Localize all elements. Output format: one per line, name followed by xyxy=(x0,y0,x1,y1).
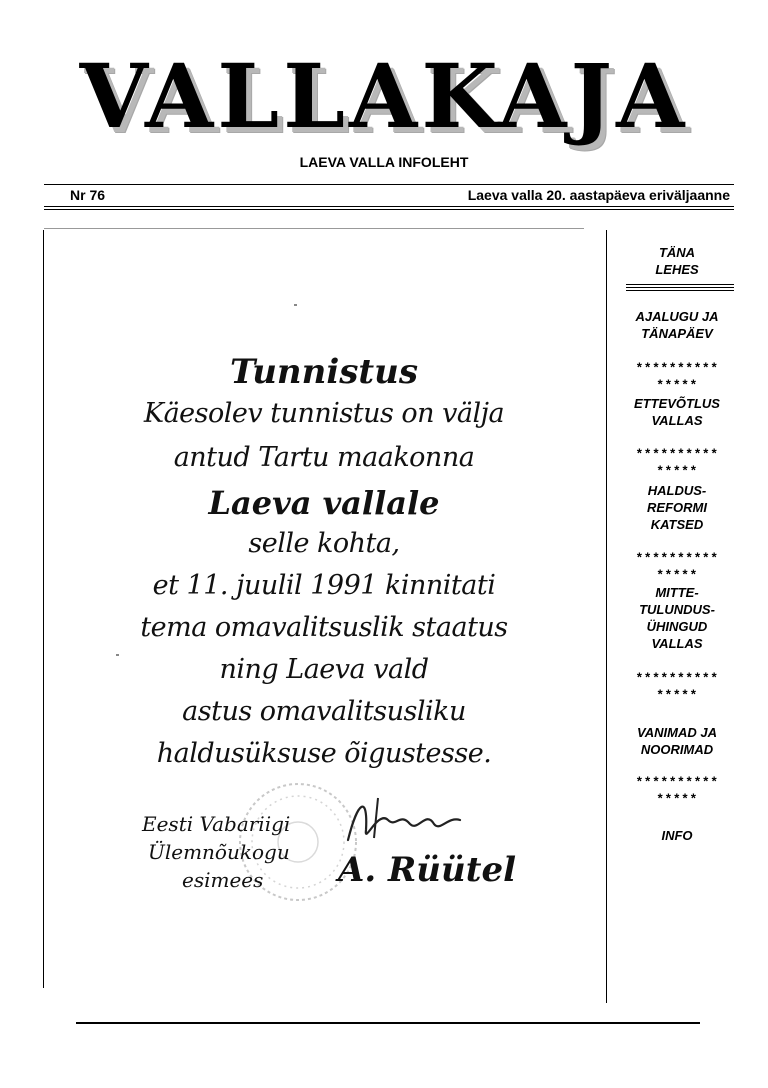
sidebar-item-line: INFO xyxy=(661,828,693,843)
sidebar-item-line: KATSED xyxy=(650,517,704,532)
sidebar-stars xyxy=(614,670,740,704)
masthead-title: VALLAKAJA xyxy=(79,44,689,148)
sidebar-item-line: TULUNDUS- xyxy=(639,602,715,617)
sidebar-stars xyxy=(614,774,740,808)
sidebar-heading-rule xyxy=(626,284,734,285)
signatory-line: Eesti Vabariigi xyxy=(142,812,291,836)
sidebar-item-mittetulundus xyxy=(614,584,740,652)
stars-line: ***** xyxy=(656,464,698,479)
sidebar-stars xyxy=(614,550,740,584)
sidebar-heading xyxy=(614,244,740,278)
sidebar-item-line: TÄNAPÄEV xyxy=(641,326,713,341)
certificate-line: Käesolev tunnistus on välja xyxy=(143,398,505,429)
bottom-rule xyxy=(76,1022,700,1024)
column-separator xyxy=(606,230,607,1003)
sidebar-heading-line: TÄNA xyxy=(658,245,696,260)
certificate-line: tema omavalitsuslik staatus xyxy=(140,612,508,643)
stars-line: ********** xyxy=(635,361,719,376)
sidebar-heading-rule xyxy=(626,287,734,288)
sidebar-item-line: REFORMI xyxy=(647,500,707,515)
handwritten-signature xyxy=(338,790,468,850)
certificate-frame-top xyxy=(44,228,584,229)
issue-rule-bottom-2 xyxy=(44,209,734,210)
issue-edition: Laeva valla 20. aastapäeva eriväljaanne xyxy=(467,187,730,203)
certificate-image xyxy=(46,230,602,990)
sidebar-item-line: MITTE- xyxy=(655,585,699,600)
sidebar-heading-line: LEHES xyxy=(655,262,699,277)
signatory-line: esimees xyxy=(182,868,264,892)
issue-number: Nr 76 xyxy=(70,187,106,203)
sidebar-item-info xyxy=(614,827,740,844)
signatory-name: A. Rüütel xyxy=(338,850,517,890)
sidebar-item-line: VALLAS xyxy=(651,413,703,428)
stars-line: ***** xyxy=(656,688,698,703)
sidebar-item-line: ÜHINGUD xyxy=(646,619,708,634)
certificate-line: antud Tartu maakonna xyxy=(173,442,475,473)
signatory-block xyxy=(142,810,322,894)
stars-line: ********** xyxy=(635,447,719,462)
issue-rule-top xyxy=(44,184,734,185)
stars-line: ********** xyxy=(635,671,719,686)
certificate-line: haldusüksuse õigustesse. xyxy=(156,738,492,769)
sidebar-item-line: HALDUS- xyxy=(647,483,707,498)
certificate-line: et 11. juulil 1991 kinnitati xyxy=(152,570,496,601)
masthead-subtitle: LAEVA VALLA INFOLEHT xyxy=(299,154,469,170)
stars-line: ********** xyxy=(635,551,719,566)
sidebar-stars xyxy=(614,360,740,394)
scan-speck xyxy=(294,304,297,306)
sidebar-heading-rule xyxy=(626,290,734,291)
sidebar-item-line: VANIMAD JA xyxy=(637,725,717,740)
certificate-line: astus omavalitsusliku xyxy=(182,696,466,727)
certificate-line: ning Laeva vald xyxy=(219,654,429,685)
stars-line: ***** xyxy=(656,378,698,393)
stars-line: ***** xyxy=(656,568,698,583)
sidebar-item-line: VALLAS xyxy=(651,636,703,651)
certificate-title: Tunnistus xyxy=(230,352,418,392)
sidebar-item-haldusreform xyxy=(614,482,740,533)
issue-bar xyxy=(44,186,734,206)
sidebar-item-line: NOORIMAD xyxy=(640,742,714,757)
stars-line: ***** xyxy=(656,792,698,807)
sidebar-stars xyxy=(614,446,740,480)
sidebar-item-vanimad xyxy=(614,724,740,758)
issue-rule-bottom-1 xyxy=(44,206,734,207)
certificate-line: Laeva vallale xyxy=(208,484,440,522)
sidebar-item-line: ETTEVÕTLUS xyxy=(634,396,720,411)
certificate-frame-left xyxy=(43,230,44,988)
sidebar-item-ettevotlus xyxy=(614,395,740,429)
signatory-line: Ülemnõukogu xyxy=(148,840,290,864)
sidebar-item-ajalugu xyxy=(614,308,740,342)
stars-line: ********** xyxy=(635,775,719,790)
certificate-line: selle kohta, xyxy=(248,528,400,559)
sidebar-item-line: AJALUGU JA xyxy=(635,309,719,324)
